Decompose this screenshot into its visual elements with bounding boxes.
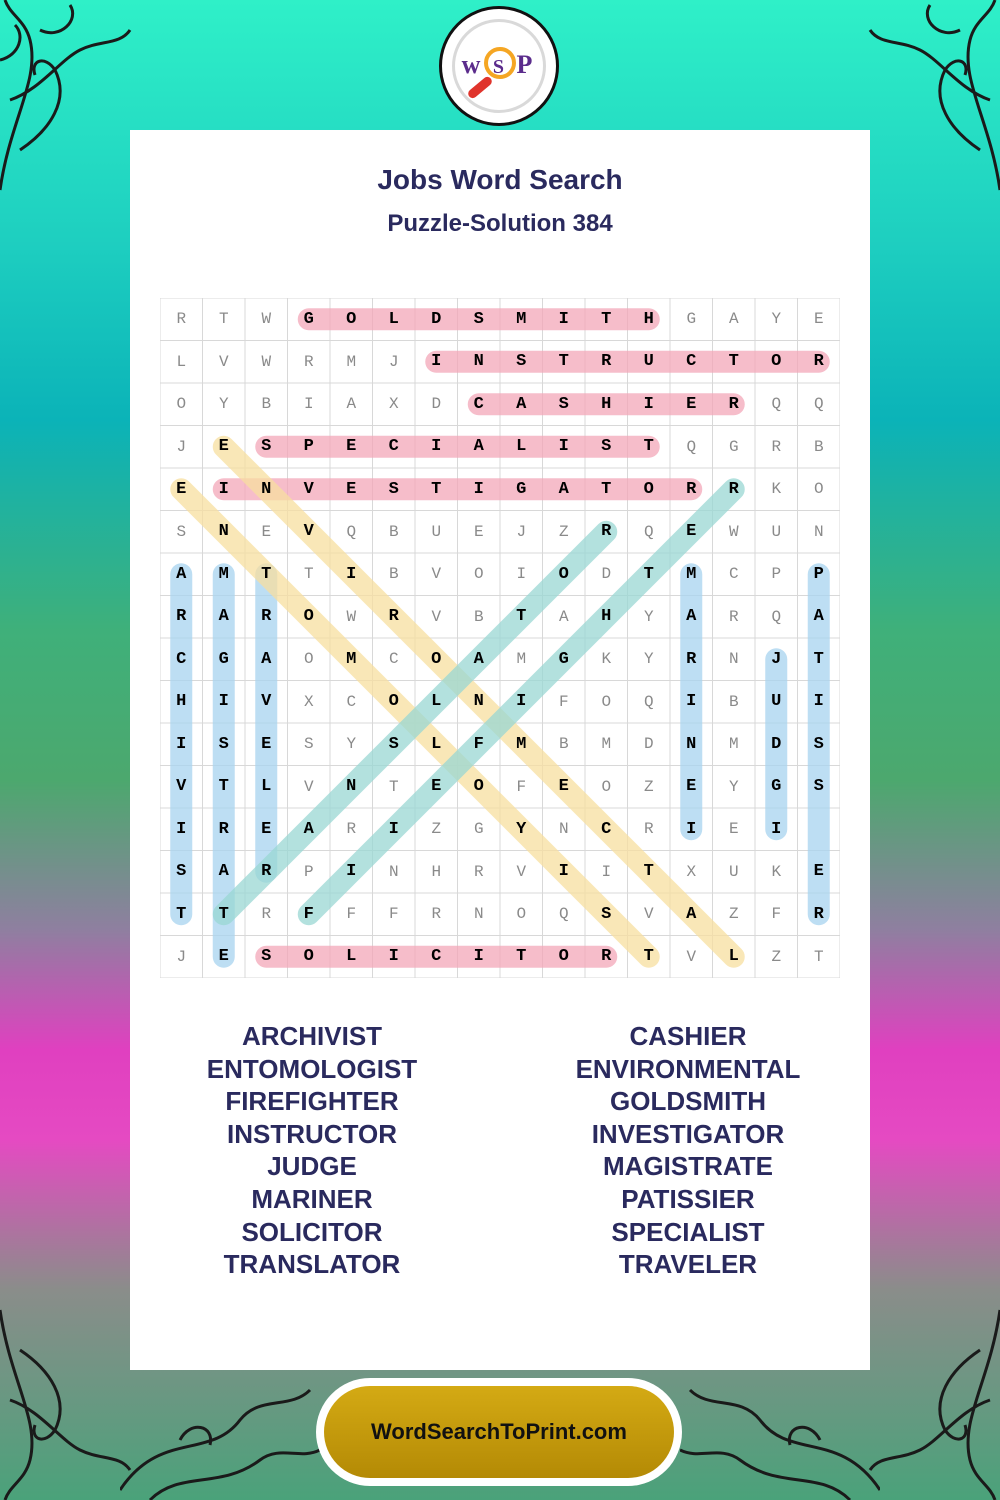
grid-cell: I bbox=[516, 565, 527, 584]
word-list-item: ENVIRONMENTAL bbox=[575, 1053, 801, 1084]
grid-cell: U bbox=[728, 862, 739, 881]
grid-cell: H bbox=[601, 394, 612, 414]
grid-cell: T bbox=[218, 904, 229, 924]
grid-cell: A bbox=[813, 607, 824, 627]
grid-cell: O bbox=[813, 480, 824, 499]
grid-cell: R bbox=[218, 819, 229, 839]
grid-cell: Y bbox=[643, 650, 654, 669]
grid-cell: I bbox=[431, 352, 442, 372]
word-list-item: JUDGE bbox=[267, 1151, 357, 1182]
word-list-left bbox=[112, 1020, 512, 1281]
word-list-item: GOLDSMITH bbox=[610, 1086, 766, 1117]
grid-cell: E bbox=[813, 862, 824, 882]
word-list-item: INVESTIGATOR bbox=[591, 1118, 785, 1149]
grid-cell: V bbox=[176, 777, 187, 797]
grid-cell: Y bbox=[218, 395, 229, 414]
grid-cell: S bbox=[813, 734, 824, 754]
grid-cell: T bbox=[643, 437, 654, 457]
grid-cell: M bbox=[346, 649, 357, 669]
grid-cell: I bbox=[218, 479, 229, 499]
grid-cell: O bbox=[643, 479, 654, 499]
grid-cell: D bbox=[431, 309, 442, 329]
grid-cell: H bbox=[431, 862, 442, 881]
grid-cell: E bbox=[346, 479, 357, 499]
grid-cell: J bbox=[388, 352, 399, 371]
grid-cell: O bbox=[346, 309, 357, 329]
grid-cell bbox=[798, 808, 841, 851]
word-list-item: INSTRUCTOR bbox=[227, 1118, 397, 1149]
grid-cell: L bbox=[346, 947, 357, 967]
grid-cell: G bbox=[728, 437, 739, 456]
grid-cell: F bbox=[473, 734, 484, 754]
grid-cell: M bbox=[346, 352, 357, 371]
grid-cell: T bbox=[388, 777, 399, 796]
grid-cell: I bbox=[686, 819, 697, 839]
grid-cell: C bbox=[601, 819, 612, 839]
grid-cell: R bbox=[261, 607, 272, 627]
grid-cell: I bbox=[601, 862, 612, 881]
word-list-item: TRANSLATOR bbox=[223, 1249, 401, 1280]
grid-cell: B bbox=[813, 437, 824, 456]
grid-cell: R bbox=[601, 522, 612, 542]
grid-cell: E bbox=[261, 819, 272, 839]
grid-cell: A bbox=[728, 310, 739, 329]
grid-cell: I bbox=[558, 862, 569, 882]
grid-cell: N bbox=[728, 650, 739, 669]
grid-cell: Q bbox=[686, 437, 697, 456]
grid-cell: P bbox=[813, 564, 824, 584]
grid-cell: S bbox=[813, 777, 824, 797]
grid-cell: A bbox=[218, 607, 229, 627]
grid-cell: I bbox=[473, 947, 484, 967]
grid-cell: S bbox=[218, 734, 229, 754]
grid-cell: E bbox=[261, 522, 272, 541]
grid-cell: Z bbox=[643, 777, 654, 796]
grid-cell: B bbox=[388, 565, 399, 584]
grid-cell: O bbox=[558, 564, 569, 584]
logo-letter-p: P bbox=[516, 50, 537, 79]
grid-cell: T bbox=[813, 947, 824, 966]
grid-cell: B bbox=[728, 692, 739, 711]
grid-cell: P bbox=[303, 862, 314, 881]
grid-cell: O bbox=[601, 692, 612, 711]
grid-cell: Q bbox=[813, 395, 824, 414]
grid-cell: G bbox=[771, 777, 782, 797]
word-list-right bbox=[488, 1020, 888, 1281]
grid-cell: D bbox=[771, 734, 782, 754]
grid-cell: C bbox=[686, 352, 697, 372]
website-button[interactable] bbox=[316, 1378, 682, 1486]
grid-cell: J bbox=[176, 437, 187, 456]
grid-cell: Z bbox=[431, 820, 442, 839]
grid-cell: A bbox=[558, 479, 569, 499]
grid-cell: I bbox=[558, 309, 569, 329]
floral-ornament-icon bbox=[680, 1370, 880, 1500]
grid-cell: V bbox=[303, 777, 314, 796]
grid-cell: I bbox=[388, 947, 399, 967]
grid-cell: R bbox=[303, 352, 314, 371]
grid-cell: S bbox=[601, 437, 612, 457]
grid-cell: X bbox=[388, 395, 399, 414]
grid-cell: T bbox=[643, 564, 654, 584]
grid-cell: E bbox=[728, 820, 739, 839]
grid-cell: R bbox=[686, 649, 697, 669]
grid-cell: Y bbox=[516, 819, 527, 839]
grid-cell: Q bbox=[771, 395, 782, 414]
grid-cell: O bbox=[303, 650, 314, 669]
grid-cell: F bbox=[388, 905, 399, 924]
grid-cell: N bbox=[473, 352, 484, 372]
grid-cell: E bbox=[686, 394, 697, 414]
word-list-item: SOLICITOR bbox=[241, 1216, 383, 1247]
grid-cell: R bbox=[176, 310, 187, 329]
grid-cell: C bbox=[176, 649, 187, 669]
grid-cell: B bbox=[473, 607, 484, 626]
website-button-label: WordSearchToPrint.com bbox=[371, 1419, 627, 1444]
grid-cell: R bbox=[388, 607, 399, 627]
grid-cell: H bbox=[176, 692, 187, 712]
word-search-grid bbox=[160, 298, 840, 978]
grid-cell: M bbox=[601, 735, 612, 754]
grid-cell: G bbox=[303, 309, 314, 329]
grid-cell: N bbox=[346, 777, 357, 797]
grid-cell: T bbox=[176, 904, 187, 924]
grid-cell: R bbox=[686, 479, 697, 499]
grid-cell: N bbox=[558, 820, 569, 839]
grid-cell: O bbox=[388, 692, 399, 712]
grid-cell: X bbox=[303, 692, 314, 711]
grid-cell: G bbox=[558, 649, 569, 669]
grid-cell: T bbox=[558, 352, 569, 372]
grid-cell: R bbox=[473, 862, 484, 881]
word-list-item: MARINER bbox=[251, 1183, 373, 1214]
grid-cell: U bbox=[643, 352, 654, 372]
grid-cell: T bbox=[261, 564, 272, 584]
grid-cell: I bbox=[176, 734, 187, 754]
grid-cell: Y bbox=[728, 777, 739, 796]
grid-cell: R bbox=[601, 947, 612, 967]
grid-cell: C bbox=[346, 692, 357, 711]
grid-cell: L bbox=[431, 692, 442, 712]
grid-cell: O bbox=[473, 565, 484, 584]
grid-cell: A bbox=[473, 437, 484, 457]
grid-cell: B bbox=[558, 735, 569, 754]
grid-cell: I bbox=[176, 819, 187, 839]
grid-cell: V bbox=[643, 905, 654, 924]
grid-cell: I bbox=[346, 862, 357, 882]
grid-cell: T bbox=[218, 777, 229, 797]
grid-cell: O bbox=[303, 947, 314, 967]
grid-cell: Y bbox=[771, 310, 782, 329]
grid-cell: G bbox=[473, 820, 484, 839]
grid-cell: T bbox=[601, 309, 612, 329]
grid-cell: N bbox=[261, 479, 272, 499]
grid-cell: S bbox=[176, 862, 187, 882]
grid-cell: I bbox=[771, 819, 782, 839]
grid-cell: R bbox=[813, 352, 824, 372]
grid-cell: O bbox=[558, 947, 569, 967]
grid-cell: B bbox=[388, 522, 399, 541]
grid-cell: I bbox=[516, 692, 527, 712]
grid-cell: W bbox=[346, 607, 357, 626]
grid-cell: T bbox=[516, 607, 527, 627]
grid-cell: R bbox=[643, 820, 654, 839]
grid-cell: E bbox=[686, 777, 697, 797]
grid-cell: M bbox=[516, 309, 527, 329]
grid-cell: E bbox=[558, 777, 569, 797]
word-list-item: FIREFIGHTER bbox=[225, 1086, 399, 1117]
grid-cell: C bbox=[388, 650, 399, 669]
grid-cell: T bbox=[516, 947, 527, 967]
grid-cell: N bbox=[813, 522, 824, 541]
grid-cell: N bbox=[218, 522, 229, 542]
grid-cell: R bbox=[431, 905, 442, 924]
grid-cell: L bbox=[516, 437, 527, 457]
grid-cell: A bbox=[261, 649, 272, 669]
grid-cell: J bbox=[771, 649, 782, 669]
grid-cell: M bbox=[686, 564, 697, 584]
word-list-item: SPECIALIST bbox=[611, 1216, 765, 1247]
grid-cell: V bbox=[261, 692, 272, 712]
grid-cell: L bbox=[728, 947, 739, 967]
website-button-inner bbox=[324, 1386, 674, 1478]
grid-cell: C bbox=[473, 394, 484, 414]
grid-cell: T bbox=[218, 310, 229, 329]
grid-cell: E bbox=[473, 522, 484, 541]
grid-cell: R bbox=[728, 394, 739, 414]
grid-cell: V bbox=[516, 862, 527, 881]
grid-cell: L bbox=[388, 309, 399, 329]
logo-letter-w: w bbox=[461, 50, 485, 79]
page-subtitle: Puzzle-Solution 384 bbox=[387, 210, 613, 237]
grid-cell: R bbox=[728, 479, 739, 499]
grid-cell: F bbox=[303, 904, 314, 924]
letter-grid bbox=[160, 298, 840, 978]
grid-cell: H bbox=[601, 607, 612, 627]
grid-cell: R bbox=[601, 352, 612, 372]
word-list-item: ENTOMOLOGIST bbox=[206, 1053, 418, 1084]
grid-cell: A bbox=[686, 904, 697, 924]
grid-cell: C bbox=[388, 437, 399, 457]
logo-letters bbox=[442, 47, 556, 80]
grid-cell: K bbox=[771, 862, 782, 881]
word-list-item: CASHIER bbox=[629, 1021, 747, 1051]
grid-cell: Z bbox=[728, 905, 739, 924]
grid-cell: P bbox=[303, 437, 314, 457]
grid-cell: I bbox=[643, 394, 654, 414]
grid-cell: E bbox=[261, 734, 272, 754]
grid-cell: L bbox=[261, 777, 272, 797]
grid-cell: S bbox=[176, 522, 187, 541]
grid-cell: Q bbox=[643, 692, 654, 711]
grid-cell: O bbox=[176, 395, 187, 414]
grid-cell: O bbox=[431, 649, 442, 669]
grid-cell: T bbox=[643, 862, 654, 882]
grid-cell: S bbox=[473, 309, 484, 329]
grid-cell: C bbox=[431, 947, 442, 967]
grid-cell: V bbox=[303, 522, 314, 542]
grid-cell: Y bbox=[643, 607, 654, 626]
grid-cell: U bbox=[771, 692, 782, 712]
grid-cell: S bbox=[516, 352, 527, 372]
grid-cell: E bbox=[218, 437, 229, 457]
grid-cell: V bbox=[303, 479, 314, 499]
grid-cell: M bbox=[516, 734, 527, 754]
grid-cell: S bbox=[558, 394, 569, 414]
grid-cell: P bbox=[771, 565, 782, 584]
grid-cell: A bbox=[558, 607, 569, 626]
word-list-item: PATISSIER bbox=[621, 1183, 755, 1214]
word-list-item: MAGISTRATE bbox=[603, 1151, 773, 1182]
grid-cell: A bbox=[303, 819, 314, 839]
grid-cell: R bbox=[771, 437, 782, 456]
page-title: Jobs Word Search bbox=[377, 164, 623, 195]
grid-cell: A bbox=[346, 395, 357, 414]
grid-cell: F bbox=[771, 905, 782, 924]
grid-cell: F bbox=[516, 777, 527, 796]
grid-cell: J bbox=[176, 947, 187, 966]
grid-cell: S bbox=[261, 947, 272, 967]
grid-cell: F bbox=[346, 905, 357, 924]
grid-cell: L bbox=[176, 352, 187, 371]
grid-cell: O bbox=[601, 777, 612, 796]
grid-cell: V bbox=[218, 352, 229, 371]
grid-cell: G bbox=[686, 310, 697, 329]
grid-cell: Q bbox=[346, 522, 357, 541]
grid-cell: I bbox=[813, 692, 824, 712]
grid-cell: Q bbox=[643, 522, 654, 541]
grid-cell: I bbox=[473, 479, 484, 499]
grid-cell: E bbox=[686, 522, 697, 542]
grid-cell: V bbox=[431, 565, 442, 584]
grid-cell: N bbox=[473, 692, 484, 712]
grid-cell: W bbox=[728, 522, 739, 541]
grid-cell: X bbox=[686, 862, 697, 881]
floral-ornament-icon bbox=[120, 1370, 320, 1500]
grid-cell: N bbox=[686, 734, 697, 754]
grid-cell: V bbox=[431, 607, 442, 626]
grid-cell: S bbox=[388, 479, 399, 499]
grid-cell: T bbox=[303, 565, 314, 584]
grid-cell: M bbox=[516, 650, 527, 669]
grid-cell: R bbox=[261, 905, 272, 924]
grid-cell: W bbox=[261, 352, 272, 371]
floral-ornament-icon bbox=[0, 1300, 140, 1500]
magnifier-icon: S bbox=[484, 47, 516, 79]
grid-cell: Y bbox=[346, 735, 357, 754]
grid-cell: I bbox=[218, 692, 229, 712]
grid-cell: A bbox=[686, 607, 697, 627]
grid-cell: R bbox=[728, 607, 739, 626]
grid-cell: Z bbox=[558, 522, 569, 541]
grid-cell: Q bbox=[771, 607, 782, 626]
grid-cell: W bbox=[261, 310, 272, 329]
grid-cell: D bbox=[643, 735, 654, 754]
grid-cell: E bbox=[431, 777, 442, 797]
grid-cell: I bbox=[431, 437, 442, 457]
grid-cell: A bbox=[516, 394, 527, 414]
floral-ornament-icon bbox=[860, 1300, 1000, 1500]
grid-cell: R bbox=[813, 904, 824, 924]
grid-cell: E bbox=[346, 437, 357, 457]
grid-cell: Q bbox=[558, 905, 569, 924]
grid-cell: O bbox=[516, 905, 527, 924]
grid-cell: J bbox=[516, 522, 527, 541]
grid-cell: Z bbox=[771, 947, 782, 966]
grid-cell: I bbox=[346, 564, 357, 584]
grid-cell: C bbox=[728, 565, 739, 584]
grid-cell: O bbox=[771, 352, 782, 372]
grid-cell: U bbox=[771, 522, 782, 541]
grid-cell: A bbox=[176, 564, 187, 584]
grid-cell: N bbox=[388, 862, 399, 881]
site-logo[interactable] bbox=[439, 6, 559, 126]
grid-cell: L bbox=[431, 734, 442, 754]
grid-cell: S bbox=[261, 437, 272, 457]
grid-cell: E bbox=[176, 479, 187, 499]
grid-cell: R bbox=[176, 607, 187, 627]
grid-cell: G bbox=[218, 649, 229, 669]
grid-cell: R bbox=[261, 862, 272, 882]
grid-cell: S bbox=[303, 735, 314, 754]
grid-cell: E bbox=[813, 310, 824, 329]
grid-cell: B bbox=[261, 395, 272, 414]
grid-cell: H bbox=[643, 309, 654, 329]
grid-cell: I bbox=[686, 692, 697, 712]
grid-cell: A bbox=[218, 862, 229, 882]
grid-cell: I bbox=[558, 437, 569, 457]
grid-cell: I bbox=[303, 395, 314, 414]
grid-cell: T bbox=[813, 649, 824, 669]
word-list-item: ARCHIVIST bbox=[241, 1021, 383, 1051]
grid-cell: T bbox=[431, 479, 442, 499]
word-list-item: TRAVELER bbox=[618, 1249, 758, 1280]
grid-cell: F bbox=[558, 692, 569, 711]
grid-cell: E bbox=[218, 947, 229, 967]
grid-cell: S bbox=[388, 734, 399, 754]
grid-cell: R bbox=[346, 820, 357, 839]
grid-cell: K bbox=[771, 480, 782, 499]
grid-cell: T bbox=[728, 352, 739, 372]
grid-cell: A bbox=[473, 649, 484, 669]
grid-cell: G bbox=[516, 479, 527, 499]
grid-cell: I bbox=[388, 819, 399, 839]
grid-cell: N bbox=[473, 905, 484, 924]
grid-cell: K bbox=[601, 650, 612, 669]
grid-cell: M bbox=[218, 564, 229, 584]
grid-cell: D bbox=[601, 565, 612, 584]
grid-cell: M bbox=[728, 735, 739, 754]
grid-cell: O bbox=[473, 777, 484, 797]
grid-cell: U bbox=[431, 522, 442, 541]
grid-cell: S bbox=[601, 904, 612, 924]
grid-cell: T bbox=[601, 479, 612, 499]
grid-cell: D bbox=[431, 395, 442, 414]
grid-cell: V bbox=[686, 947, 697, 966]
grid-cell: T bbox=[643, 947, 654, 967]
grid-cell: O bbox=[303, 607, 314, 627]
